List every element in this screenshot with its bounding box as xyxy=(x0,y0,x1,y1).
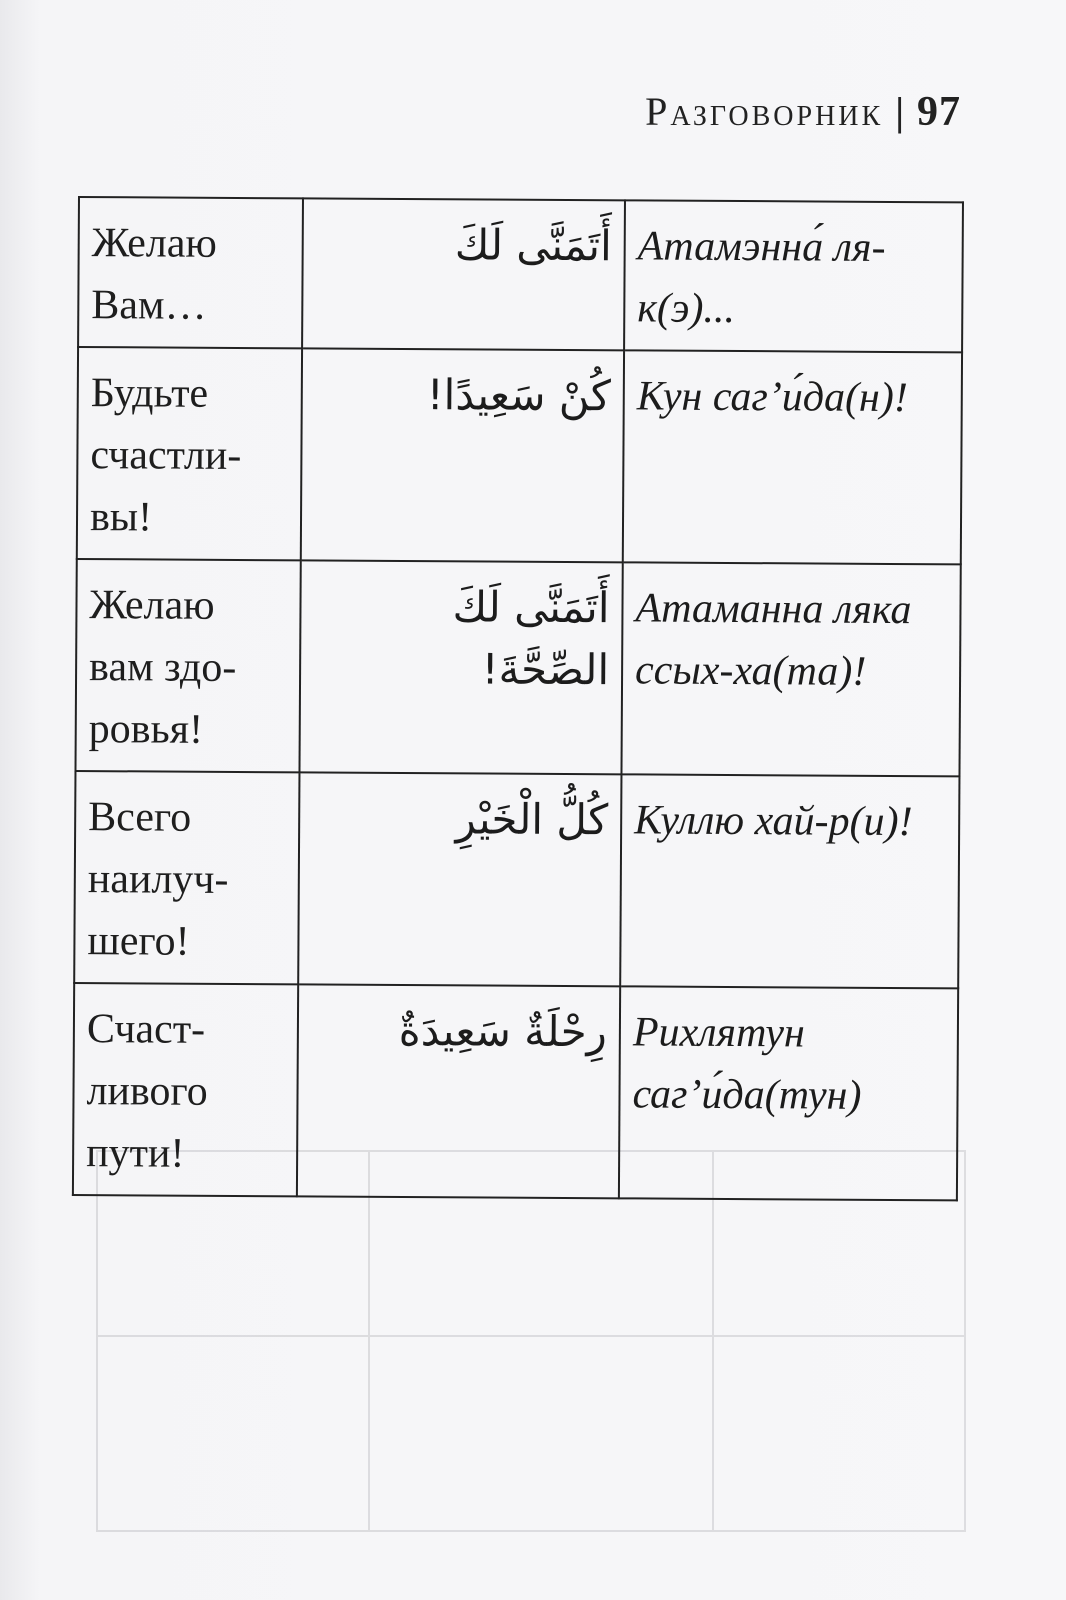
russian-phrase: Счаст-ливого пути! xyxy=(73,983,298,1196)
header-title: Разговорник xyxy=(645,89,884,134)
transliteration: Куллю хай-р(и)! xyxy=(620,774,959,988)
phrase-table xyxy=(72,196,964,1201)
table-row xyxy=(75,559,960,776)
transliteration: Рихлятун саг’и́да(тун) xyxy=(619,986,958,1200)
arabic-phrase: أَتَمَنَّى لَكَ xyxy=(302,198,625,350)
table-row xyxy=(78,197,963,352)
russian-phrase: Будьте счастли-вы! xyxy=(77,347,302,560)
transliteration: Кун саг’и́да(н)! xyxy=(623,350,962,564)
table-row xyxy=(73,983,958,1200)
table-row xyxy=(74,771,959,988)
arabic-phrase: كُنْ سَعِيدًا! xyxy=(301,348,624,562)
table-row xyxy=(77,347,962,564)
transliteration: Атамэнна́ ля-к(э)... xyxy=(624,200,963,352)
russian-phrase: Желаю вам здо-ровья! xyxy=(75,559,300,772)
running-header xyxy=(645,88,961,136)
russian-phrase: Всего наилуч-шего! xyxy=(74,771,299,984)
arabic-phrase: أَتَمَنَّى لَكَ الصِّحَّةَ! xyxy=(299,560,622,774)
header-separator: | xyxy=(895,89,905,134)
arabic-phrase: كُلُّ الْخَيْرِ xyxy=(298,772,621,986)
arabic-phrase: رِحْلَةٌ سَعِيدَةٌ xyxy=(297,984,620,1198)
russian-phrase: Желаю Вам… xyxy=(78,197,303,348)
page-number: 97 xyxy=(917,89,961,135)
transliteration: Атаманна ляка ссых-ха(та)! xyxy=(621,562,960,776)
